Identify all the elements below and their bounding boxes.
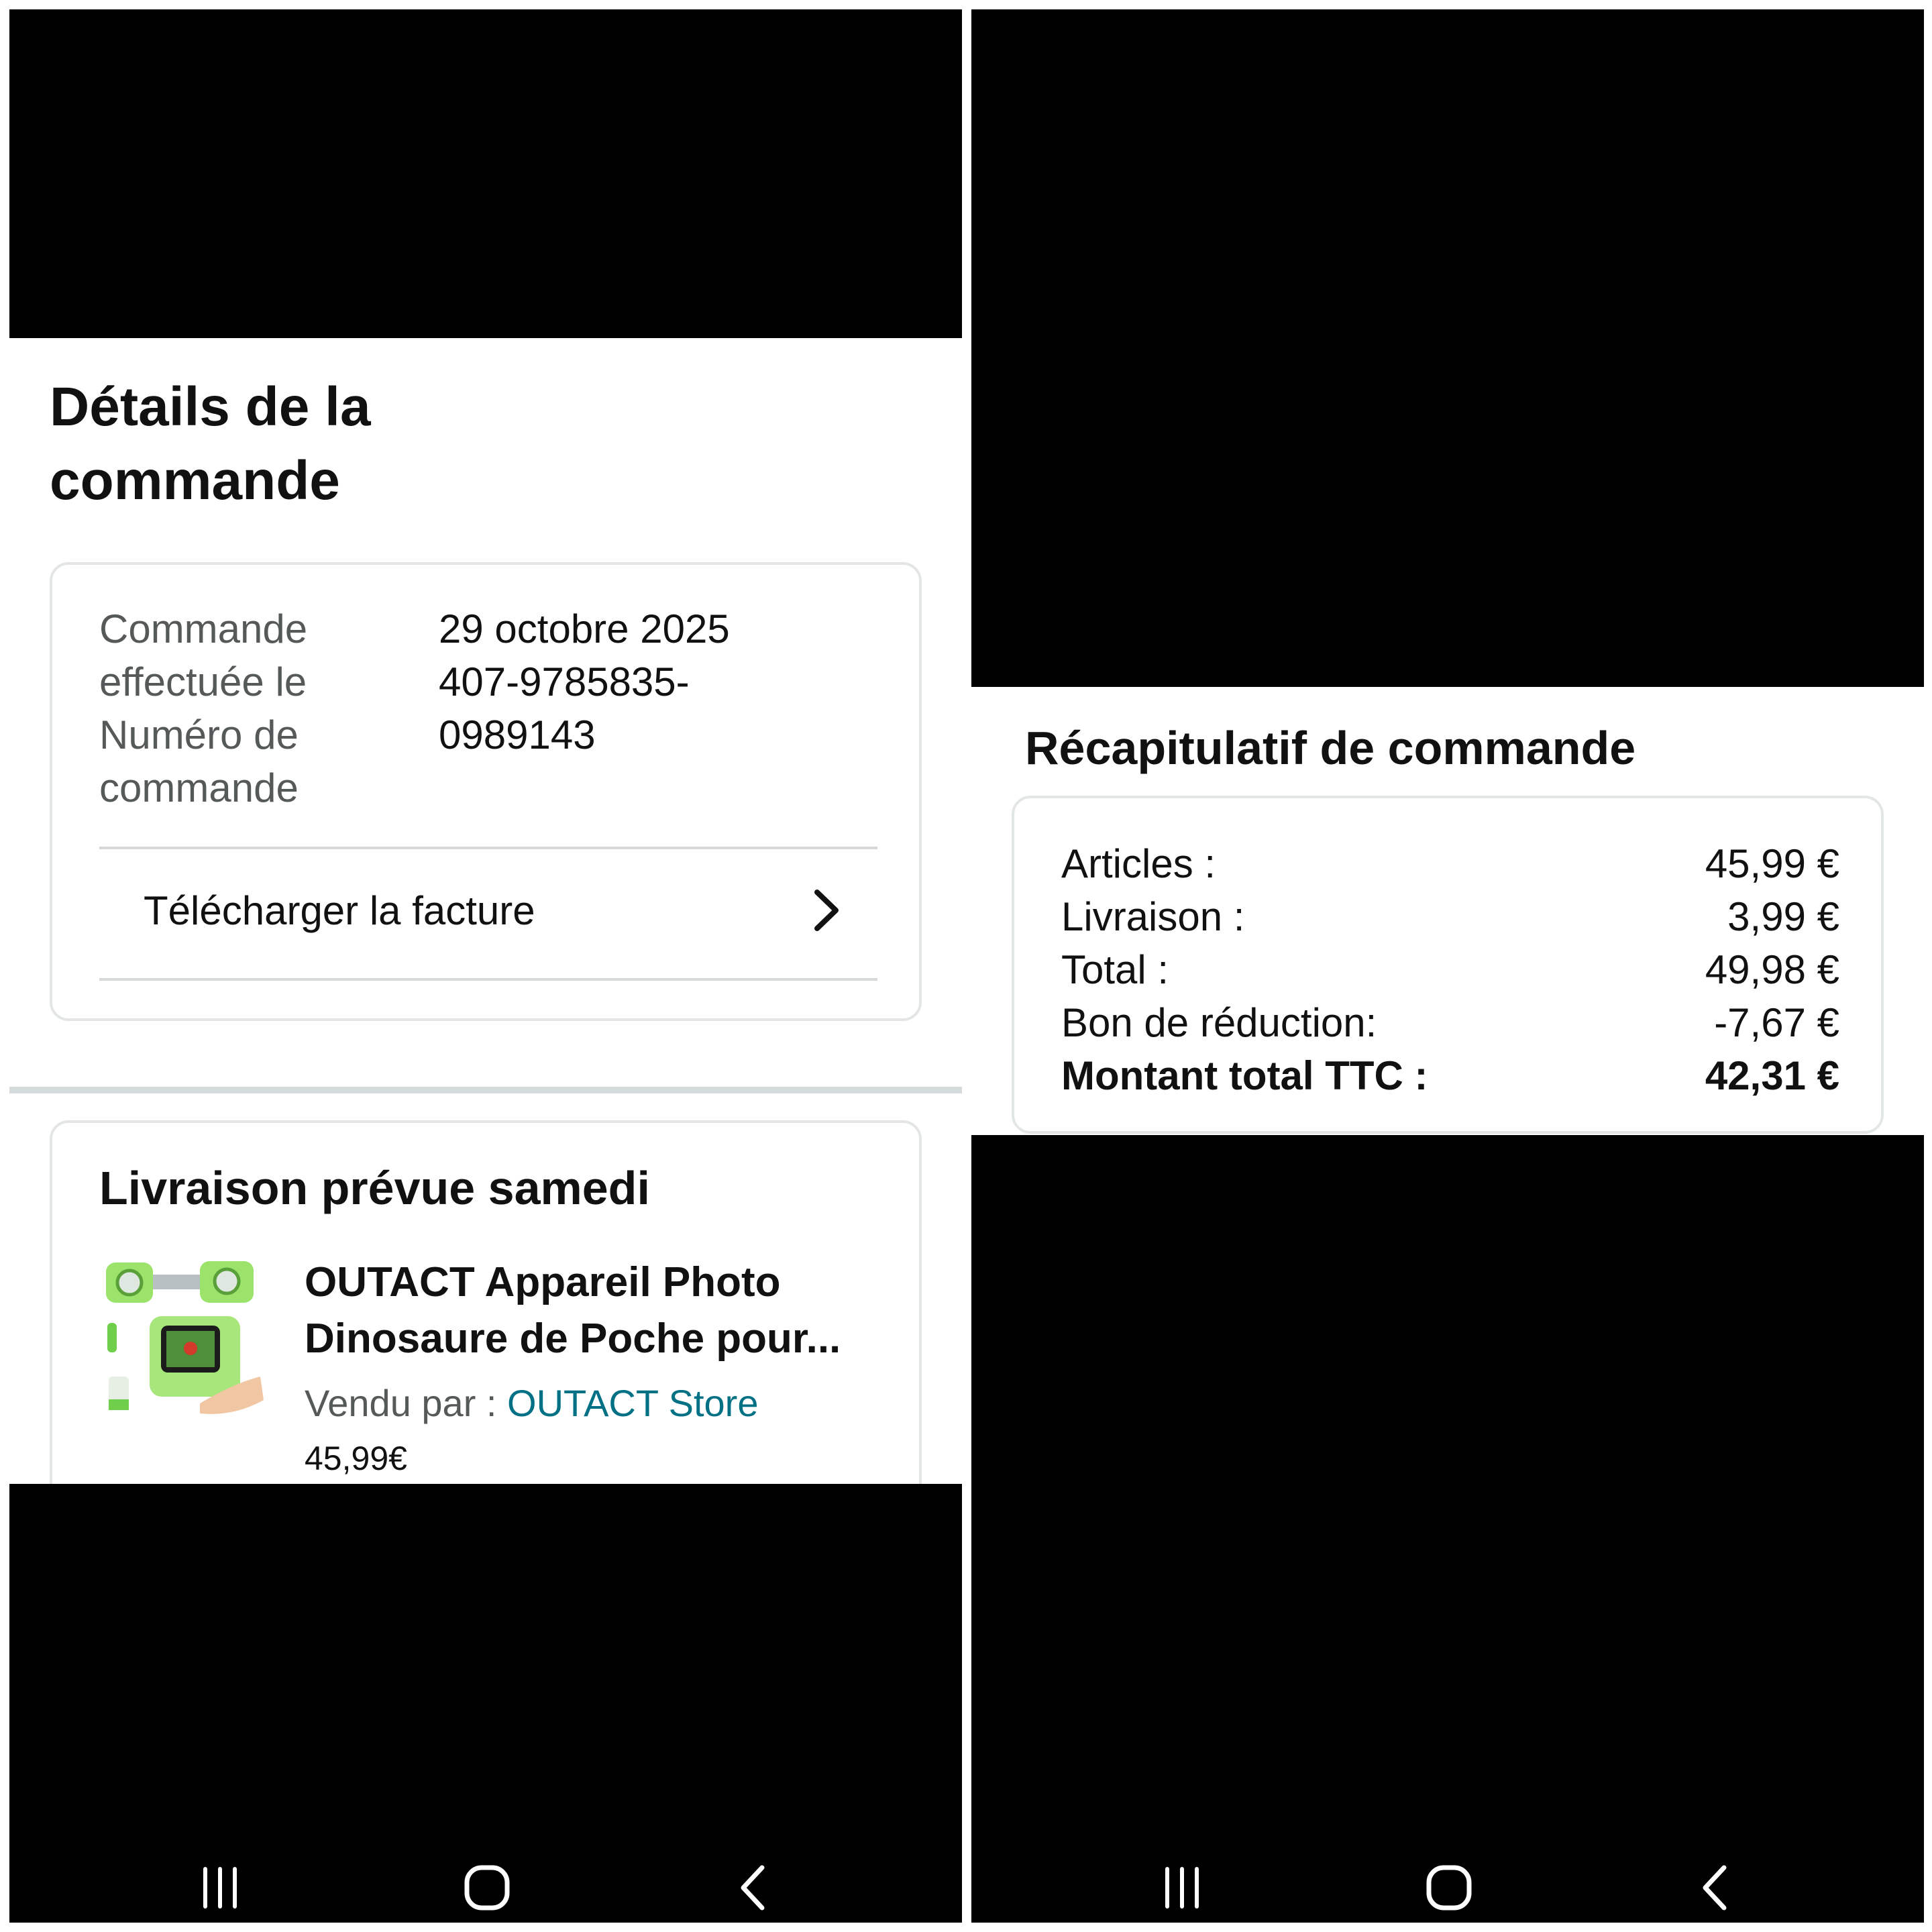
chevron-right-icon bbox=[809, 887, 843, 934]
summary-value: 42,31 € bbox=[1705, 1053, 1839, 1098]
recent-apps-icon[interactable] bbox=[1155, 1861, 1209, 1915]
order-number-label: Numéro de commande bbox=[99, 712, 299, 810]
summary-label: Montant total TTC : bbox=[1061, 1053, 1428, 1098]
summary-row-total bbox=[1061, 943, 1839, 997]
summary-label: Total : bbox=[1061, 947, 1169, 992]
back-icon[interactable] bbox=[727, 1861, 781, 1915]
summary-value: 3,99 € bbox=[1727, 894, 1839, 939]
summary-row-grand-total bbox=[1061, 1049, 1839, 1103]
redacted-area-top bbox=[971, 9, 1924, 687]
home-icon[interactable] bbox=[1422, 1861, 1476, 1915]
order-summary-screen bbox=[971, 9, 1924, 1923]
product-title-link[interactable]: OUTACT Appareil Photo Dinosaure de Poche pour... bbox=[305, 1259, 841, 1362]
back-icon[interactable] bbox=[1689, 1861, 1743, 1915]
download-invoice-label: Télécharger la facture bbox=[144, 888, 535, 933]
home-icon[interactable] bbox=[460, 1861, 514, 1915]
recent-apps-icon[interactable] bbox=[193, 1861, 247, 1915]
order-number-value: 407-9785835- 0989143 bbox=[439, 659, 690, 757]
summary-row-discount bbox=[1061, 996, 1839, 1050]
delivery-title: Livraison prévue samedi bbox=[99, 1162, 650, 1214]
product-image[interactable] bbox=[99, 1256, 267, 1424]
seller-line bbox=[305, 1377, 758, 1430]
redacted-area-bottom bbox=[971, 1135, 1924, 1923]
order-info-card bbox=[50, 562, 922, 1021]
order-details-screen bbox=[9, 9, 962, 1923]
summary-row-shipping bbox=[1061, 890, 1839, 944]
product-price: 45,99€ bbox=[305, 1440, 407, 1477]
order-date-value: 29 octobre 2025 bbox=[439, 606, 730, 651]
summary-row-articles bbox=[1061, 837, 1839, 891]
summary-label: Articles : bbox=[1061, 841, 1216, 886]
summary-title: Récapitulatif de commande bbox=[1025, 722, 1636, 774]
redacted-area-top bbox=[9, 9, 962, 338]
summary-label: Livraison : bbox=[1061, 894, 1245, 939]
seller-separator: : bbox=[476, 1382, 508, 1424]
seller-label: Vendu par bbox=[305, 1382, 476, 1424]
summary-value: 49,98 € bbox=[1705, 947, 1839, 992]
order-date-label: Commande effectuée le bbox=[99, 606, 308, 704]
summary-label: Bon de réduction: bbox=[1061, 1000, 1377, 1045]
section-separator bbox=[9, 1087, 962, 1093]
divider bbox=[99, 978, 877, 981]
order-summary-card bbox=[1012, 796, 1884, 1134]
download-invoice-link[interactable] bbox=[99, 847, 877, 978]
page-title: Détails de la commande bbox=[50, 376, 371, 511]
summary-value: -7,67 € bbox=[1714, 1000, 1839, 1045]
summary-value: 45,99 € bbox=[1705, 841, 1839, 886]
seller-link[interactable]: OUTACT Store bbox=[507, 1382, 759, 1424]
redacted-area-bottom bbox=[9, 1484, 962, 1923]
